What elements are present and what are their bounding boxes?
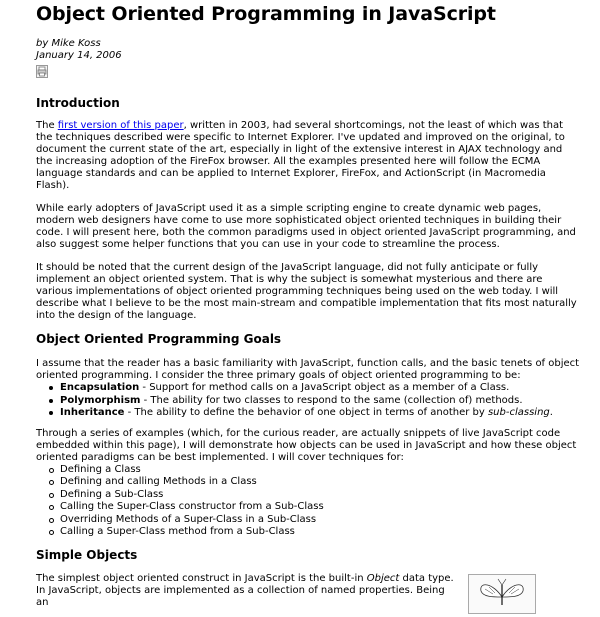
simple-paragraph-1	[36, 573, 456, 609]
list-item: Defining a Sub-Class	[36, 489, 581, 502]
object-emphasis: Object	[366, 572, 400, 584]
butterfly-image	[468, 574, 536, 614]
list-item	[36, 407, 581, 420]
term-description: - Support for method calls on a JavaScript object as a member of a Class.	[139, 382, 510, 393]
section-heading-introduction: Introduction	[36, 96, 120, 110]
author: by Mike Koss	[36, 38, 101, 49]
term-description: - The ability to define the behavior of one object in terms of another by	[124, 407, 488, 418]
first-version-link[interactable]: first version of this paper	[57, 120, 184, 131]
list-item: Defining and calling Methods in a Class	[36, 476, 581, 489]
term: Polymorphism	[60, 394, 141, 406]
page-title: Object Oriented Programming in JavaScript	[36, 3, 496, 25]
term-emphasis: sub-classing	[487, 407, 550, 418]
publish-date: January 14, 2006	[36, 50, 122, 61]
list-item: Overriding Methods of a Super-Class in a Sub-Class	[36, 514, 581, 527]
topics-list	[36, 464, 581, 539]
list-item	[36, 382, 581, 395]
term-description-end: .	[549, 407, 553, 418]
term: Inheritance	[60, 407, 125, 418]
goals-list	[36, 382, 581, 420]
goals-paragraph-1: I assume that the reader has a basic familiarity with JavaScript, function calls, and the basic tenets of object oriented programming. I consider the three primary goals of object oriented programming to be:	[36, 358, 580, 381]
text-run: The simplest object oriented construct in JavaScript is the built-in	[36, 572, 367, 584]
intro-paragraph-3: It should be noted that the current design of the JavaScript language, did not fully anticipate or fully implement an object oriented system. That is why the subject is somewhat mysterious and there are various implementations of object oriented programming techniques being used on the web today. I will describe what I believe to be the most main-stream and compatible implementation that fits most naturally into the design of the language.	[36, 262, 577, 321]
list-item: Defining a Class	[36, 464, 581, 477]
article	[36, 0, 581, 609]
text-run: , written in 2003, had several shortcomings, not the least of which was that the techniques described were specific to Internet Explorer. I've updated and improved on the original, to document the current state of the art, especially in light of the extensive interest in AJAX technology and the increasing adoption of the FireFox browser. All the examples presented here will follow the ECMA language standards and can be applied to Internet Explorer, FireFox, and ActionScript (in Macromedia Flash).	[36, 120, 565, 191]
section-heading-goals: Object Oriented Programming Goals	[36, 332, 282, 346]
list-item: Calling the Super-Class constructor from a Sub-Class	[36, 501, 581, 514]
section-heading-simple-objects: Simple Objects	[36, 547, 138, 562]
goals-paragraph-2: Through a series of examples (which, for the curious reader, are actually snippets of live JavaScript code embedded within this page), I will demonstrate how objects can be used in JavaScript and how these object oriented paradigms can be best implemented. I will cover techniques for:	[36, 427, 577, 463]
list-item	[36, 395, 581, 408]
intro-paragraph-1	[36, 120, 581, 192]
term: Encapsulation	[60, 382, 140, 393]
list-item: Calling a Super-Class method from a Sub-Class	[36, 526, 581, 539]
byline	[36, 38, 581, 78]
print-icon[interactable]	[36, 65, 48, 78]
term-description: - The ability for two classes to respond to the same (collection of) methods.	[140, 394, 523, 406]
intro-paragraph-2: While early adopters of JavaScript used it as a simple scripting engine to create dynamic web pages, modern web designers have come to use more sophisticated object oriented techniques in building their code. I will present here, both the common paradigms used in object oriented JavaScript programming, and also suggest some helper functions that you can use in your code to streamline the process.	[36, 203, 576, 250]
text-run: The	[36, 120, 58, 131]
text-run: data type. In JavaScript, objects are implemented as a collection of named properties. Being an	[36, 572, 454, 608]
